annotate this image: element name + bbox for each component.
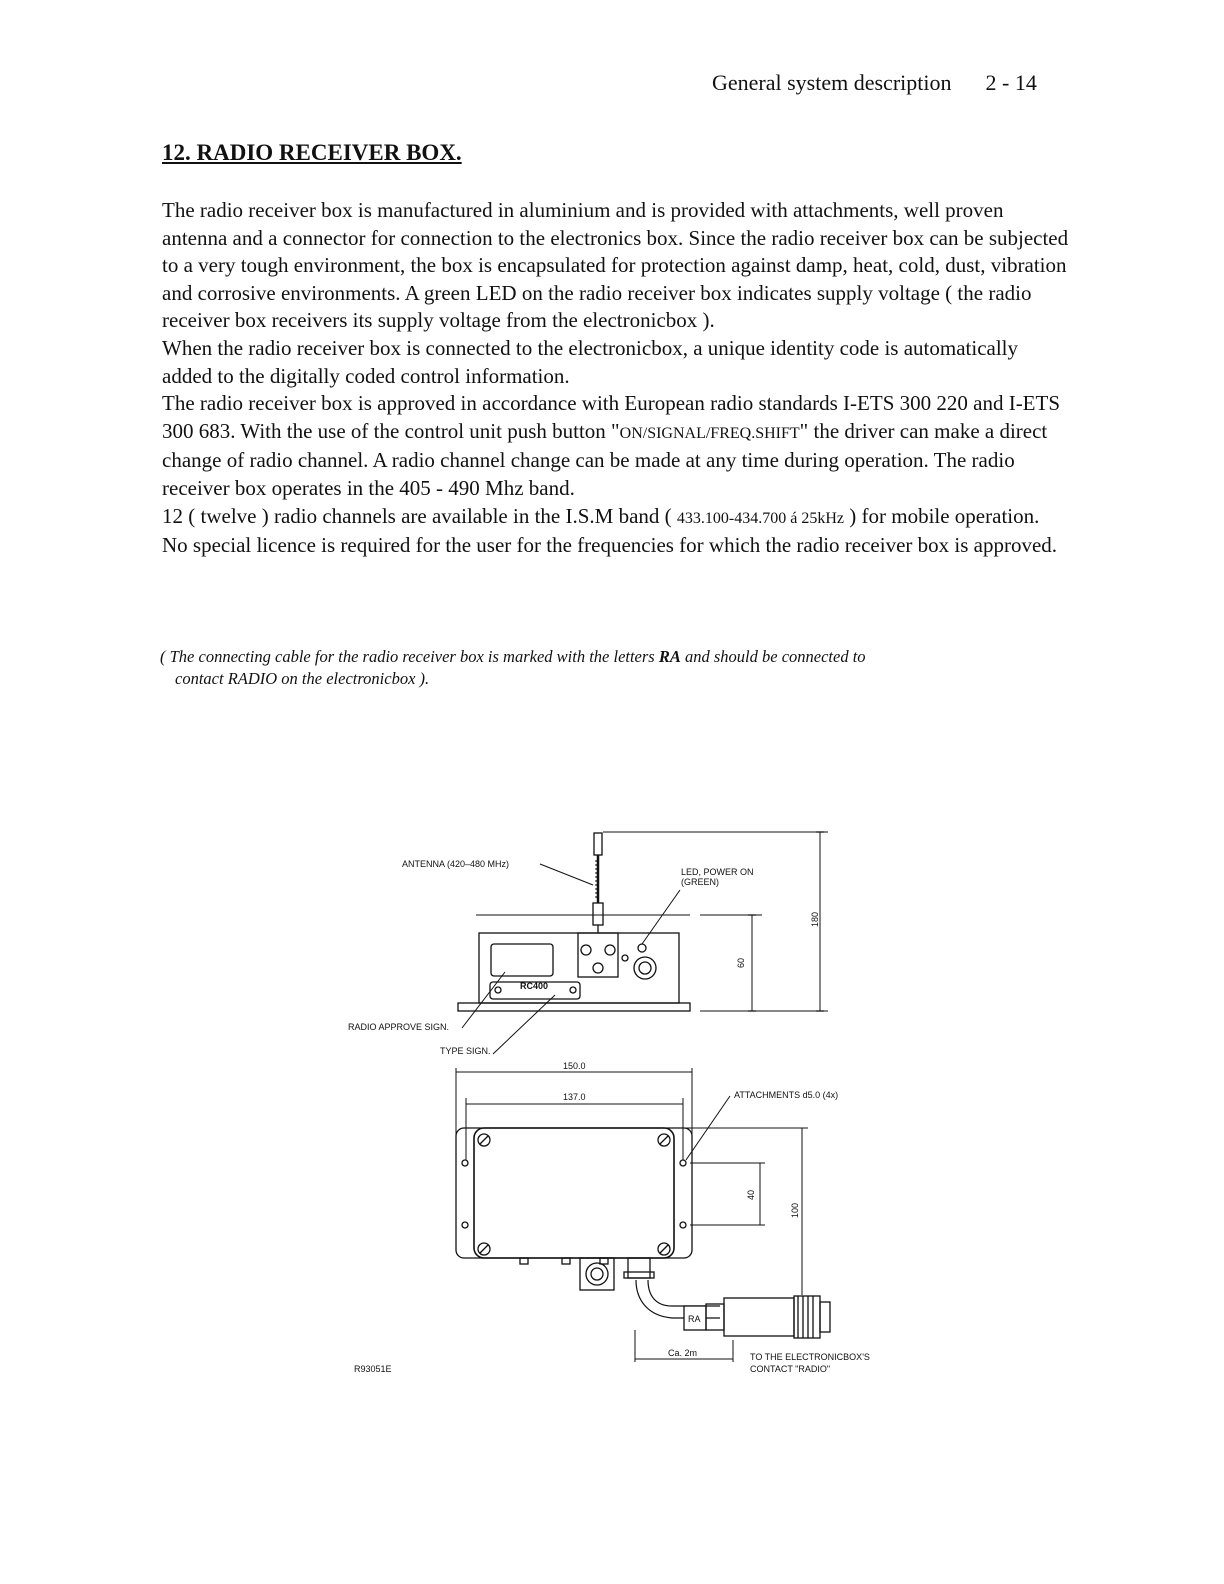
to-electronicbox-line2: CONTACT "RADIO": [750, 1364, 831, 1374]
dim-40: 40: [746, 1189, 756, 1200]
receiver-box-side-view: [458, 915, 690, 1011]
note-part-2: and should be connected to: [680, 647, 866, 666]
note-line-2: contact RADIO on the electronicbox ).: [175, 669, 430, 688]
led-label-line1: LED, POWER ON: [681, 867, 754, 877]
dim-100: 100: [790, 1202, 800, 1218]
radio-approve-label: RADIO APPROVE SIGN.: [348, 1022, 450, 1032]
note-marking: RA: [658, 647, 681, 666]
receiver-box-top-view: [456, 1128, 692, 1290]
drawing-number: R93051E: [354, 1364, 392, 1374]
paragraph-3-end: " the driver can make a direct change of radio channel. A radio channel change can be made at any time during operation. The radio receiver box operates in the 405 - 490 Mhz band.: [162, 418, 1048, 500]
cable-marking: RA: [688, 1314, 701, 1324]
frequency-range: 433.100-434.700 á 25kHz: [676, 509, 844, 527]
paragraph-5: No special licence is required for the user for the frequencies for which the radio receiver box is approved.: [162, 533, 1058, 558]
section-title: 12. RADIO RECEIVER BOX.: [162, 140, 462, 165]
to-electronicbox-line1: TO THE ELECTRONICBOX'S: [750, 1352, 870, 1362]
model-label: RC400: [520, 981, 549, 991]
paragraph-3-start: The radio receiver box is approved in accordance with European radio standards I-ETS 300 220 and I-ETS 300 683. With the use of the control unit push button ": [162, 391, 1061, 443]
dim-60: 60: [736, 957, 746, 968]
radio-cable: [636, 1280, 830, 1338]
paragraph-1: The radio receiver box is manufactured in aluminium and is provided with attachments, well proven antenna and a connector for connection to the electronics box. Since the radio receiver box can be subjected to a very tough environment, the box is encapsulated for protection against damp, heat, cold, dust, vibration and corrosive environments. A green LED on the radio receiver box indicates supply voltage ( the radio receiver box receivers its supply voltage from the electronicbox ).: [162, 198, 1069, 333]
paragraph-4-end: ) for mobile operation.: [844, 503, 1040, 528]
dim-150: 150.0: [563, 1061, 586, 1071]
led-label-line2: (GREEN): [681, 877, 719, 887]
header-section-name: General system description: [712, 70, 952, 95]
page-number: 2 - 14: [985, 70, 1037, 95]
antenna-label: ANTENNA (420–480 MHz): [402, 859, 510, 869]
dim-180: 180: [810, 911, 820, 927]
push-button-name: ON/SIGNAL/FREQ.SHIFT: [619, 424, 800, 442]
dim-137: 137.0: [563, 1092, 586, 1102]
paragraph-2: When the radio receiver box is connected to the electronicbox, a unique identity code is automatically added to the digitally coded control information.: [162, 335, 1019, 388]
attachments-label: ATTACHMENTS d5.0 (4x): [734, 1090, 839, 1100]
note-part-1: ( The connecting cable for the radio receiver box is marked with the letters: [160, 647, 659, 666]
antenna: [593, 833, 603, 933]
type-sign-label: TYPE SIGN.: [440, 1046, 491, 1056]
paragraph-4-start: 12 ( twelve ) radio channels are available in the I.S.M band (: [162, 503, 677, 528]
cable-length-label: Ca. 2m: [668, 1348, 698, 1358]
